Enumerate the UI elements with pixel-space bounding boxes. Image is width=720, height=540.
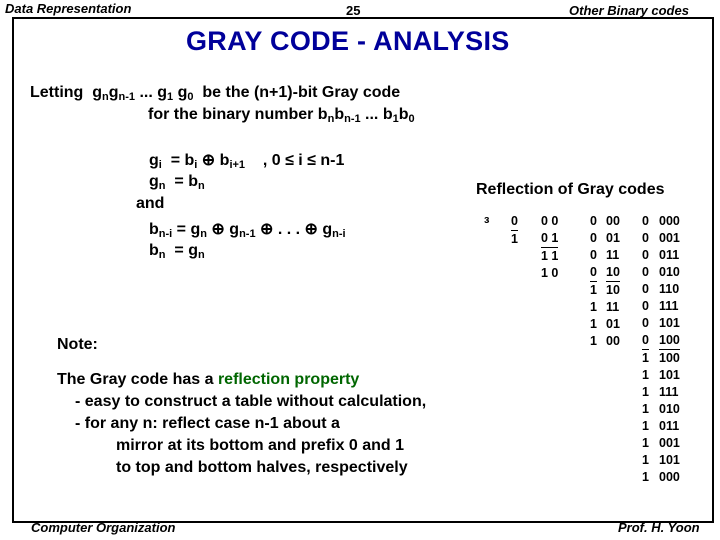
reflection-cell: 101: [659, 368, 680, 382]
reflection-cell: 1: [590, 300, 597, 314]
reflection-cell: 0: [590, 231, 597, 245]
reflection-cell: 001: [659, 231, 680, 245]
reflection-cell: 011: [659, 419, 680, 433]
reflection-cell: 010: [659, 402, 680, 416]
reflection-cell: 101: [659, 453, 680, 467]
reflection-cell: 0 1: [541, 230, 558, 248]
reflection-col-4-prefix: [642, 213, 649, 486]
formula-gi: $g_i = b_i$ ⊕ $b_{i+1}$ , 0 ≤ i ≤ n-1: [149, 152, 345, 171]
reflection-cell: 10: [606, 264, 620, 282]
note-line-4: mirror at its bottom and prefix 0 and 1: [116, 437, 405, 454]
reflection-cell: 1: [642, 351, 649, 365]
intro-suffix: be the (n+1)-bit Gray code: [202, 84, 401, 101]
reflection-cell: 1 1: [541, 249, 559, 263]
footer-right: Prof. H. Yoon: [618, 520, 700, 535]
formula-bni: $b_{n-i} = g_n$ ⊕ $g_{n-1}$ ⊕ . . . ⊕ $g_{n-i}$: [149, 221, 346, 240]
reflection-cell: 00: [606, 214, 620, 228]
slide-title: GRAY CODE - ANALYSIS: [186, 26, 510, 56]
reflection-cell: 10: [606, 283, 620, 297]
reflection-col-2: [541, 213, 558, 282]
reflection-cell: 110: [659, 282, 680, 296]
header-left: Data Representation: [5, 1, 132, 16]
page-number: 25: [346, 3, 361, 18]
header-right: Other Binary codes: [569, 3, 689, 18]
left-rule: [12, 17, 14, 522]
intro-line2-text: for the binary number: [148, 106, 314, 123]
reflection-cell: 00: [606, 334, 620, 348]
reflection-cell: 0: [642, 265, 649, 279]
reflection-marker-icon: ᴈ: [484, 214, 490, 226]
reflection-title: Reflection of Gray codes: [476, 181, 665, 198]
reflection-cell: 0 0: [541, 214, 559, 228]
formula-bn: $b_n = g_n$: [149, 242, 205, 261]
reflection-cell: 0: [590, 264, 597, 282]
reflection-cell: 0: [642, 282, 649, 296]
reflection-cell: 1 0: [541, 266, 559, 280]
intro-line-2: for the binary number $b_nb_{n-1}$ ... $b_1b_0$: [148, 106, 415, 125]
reflection-col-3-prefix: [590, 213, 597, 350]
reflection-cell: 100: [659, 332, 680, 350]
reflection-cell: 01: [606, 317, 620, 331]
reflection-col-1: [511, 213, 518, 248]
reflection-cell: 0: [511, 213, 518, 231]
note-line-2: - easy to construct a table without calculation,: [75, 393, 427, 410]
intro-line-1: Letting $g_ng_{n-1}$ ... $g_1$ $g_0$ be the (n+1)-bit Gray code: [30, 84, 401, 103]
reflection-cell: 0: [642, 214, 649, 228]
reflection-cell: 010: [659, 265, 680, 279]
reflection-cell: 0: [642, 299, 649, 313]
reflection-cell: 11: [606, 300, 620, 314]
reflection-cell: 11: [606, 248, 620, 262]
reflection-property-highlight: reflection property: [217, 371, 360, 388]
formula-range: , 0 ≤ i ≤ n-1: [262, 152, 345, 169]
reflection-cell: 0: [642, 332, 649, 350]
footer-left: Computer Organization: [31, 520, 176, 535]
note-label: Note:: [57, 336, 98, 353]
reflection-cell: 1: [642, 419, 649, 433]
note-line-5: to top and bottom halves, respectively: [116, 459, 408, 476]
reflection-cell: 1: [590, 334, 597, 348]
formula-and: and: [136, 195, 165, 212]
reflection-cell: 011: [659, 248, 680, 262]
reflection-cell: 001: [659, 436, 680, 450]
reflection-cell: 1: [642, 402, 649, 416]
reflection-cell: 0: [642, 231, 649, 245]
reflection-cell: 1: [642, 453, 649, 467]
reflection-cell: 1: [642, 436, 649, 450]
reflection-cell: 101: [659, 316, 680, 330]
reflection-cell: 1: [642, 385, 649, 399]
note-line-3: - for any n: reflect case n-1 about a: [75, 415, 340, 432]
reflection-col-4-bits: [659, 213, 680, 486]
reflection-cell: 1: [590, 283, 597, 297]
reflection-col-3-bits: [606, 213, 620, 350]
reflection-cell: 111: [659, 385, 679, 399]
reflection-cell: 0: [642, 248, 649, 262]
reflection-cell: 000: [659, 470, 680, 484]
note-line1-a: The Gray code has a: [57, 371, 218, 388]
note-line-1: [57, 371, 359, 389]
reflection-cell: 1: [642, 470, 649, 484]
reflection-cell: 1: [642, 368, 649, 382]
reflection-cell: 0: [590, 214, 597, 228]
right-rule: [712, 17, 714, 522]
reflection-cell: 01: [606, 231, 620, 245]
formula-gn: $g_n = b_n$: [149, 173, 205, 192]
reflection-cell: 000: [659, 214, 680, 228]
reflection-cell: 0: [642, 316, 649, 330]
reflection-cell: 1: [511, 232, 518, 246]
reflection-cell: 0: [590, 248, 597, 262]
reflection-cell: 111: [659, 299, 679, 313]
intro-prefix: Letting: [30, 84, 84, 101]
reflection-cell: 1: [590, 317, 597, 331]
reflection-cell: 100: [659, 351, 680, 365]
